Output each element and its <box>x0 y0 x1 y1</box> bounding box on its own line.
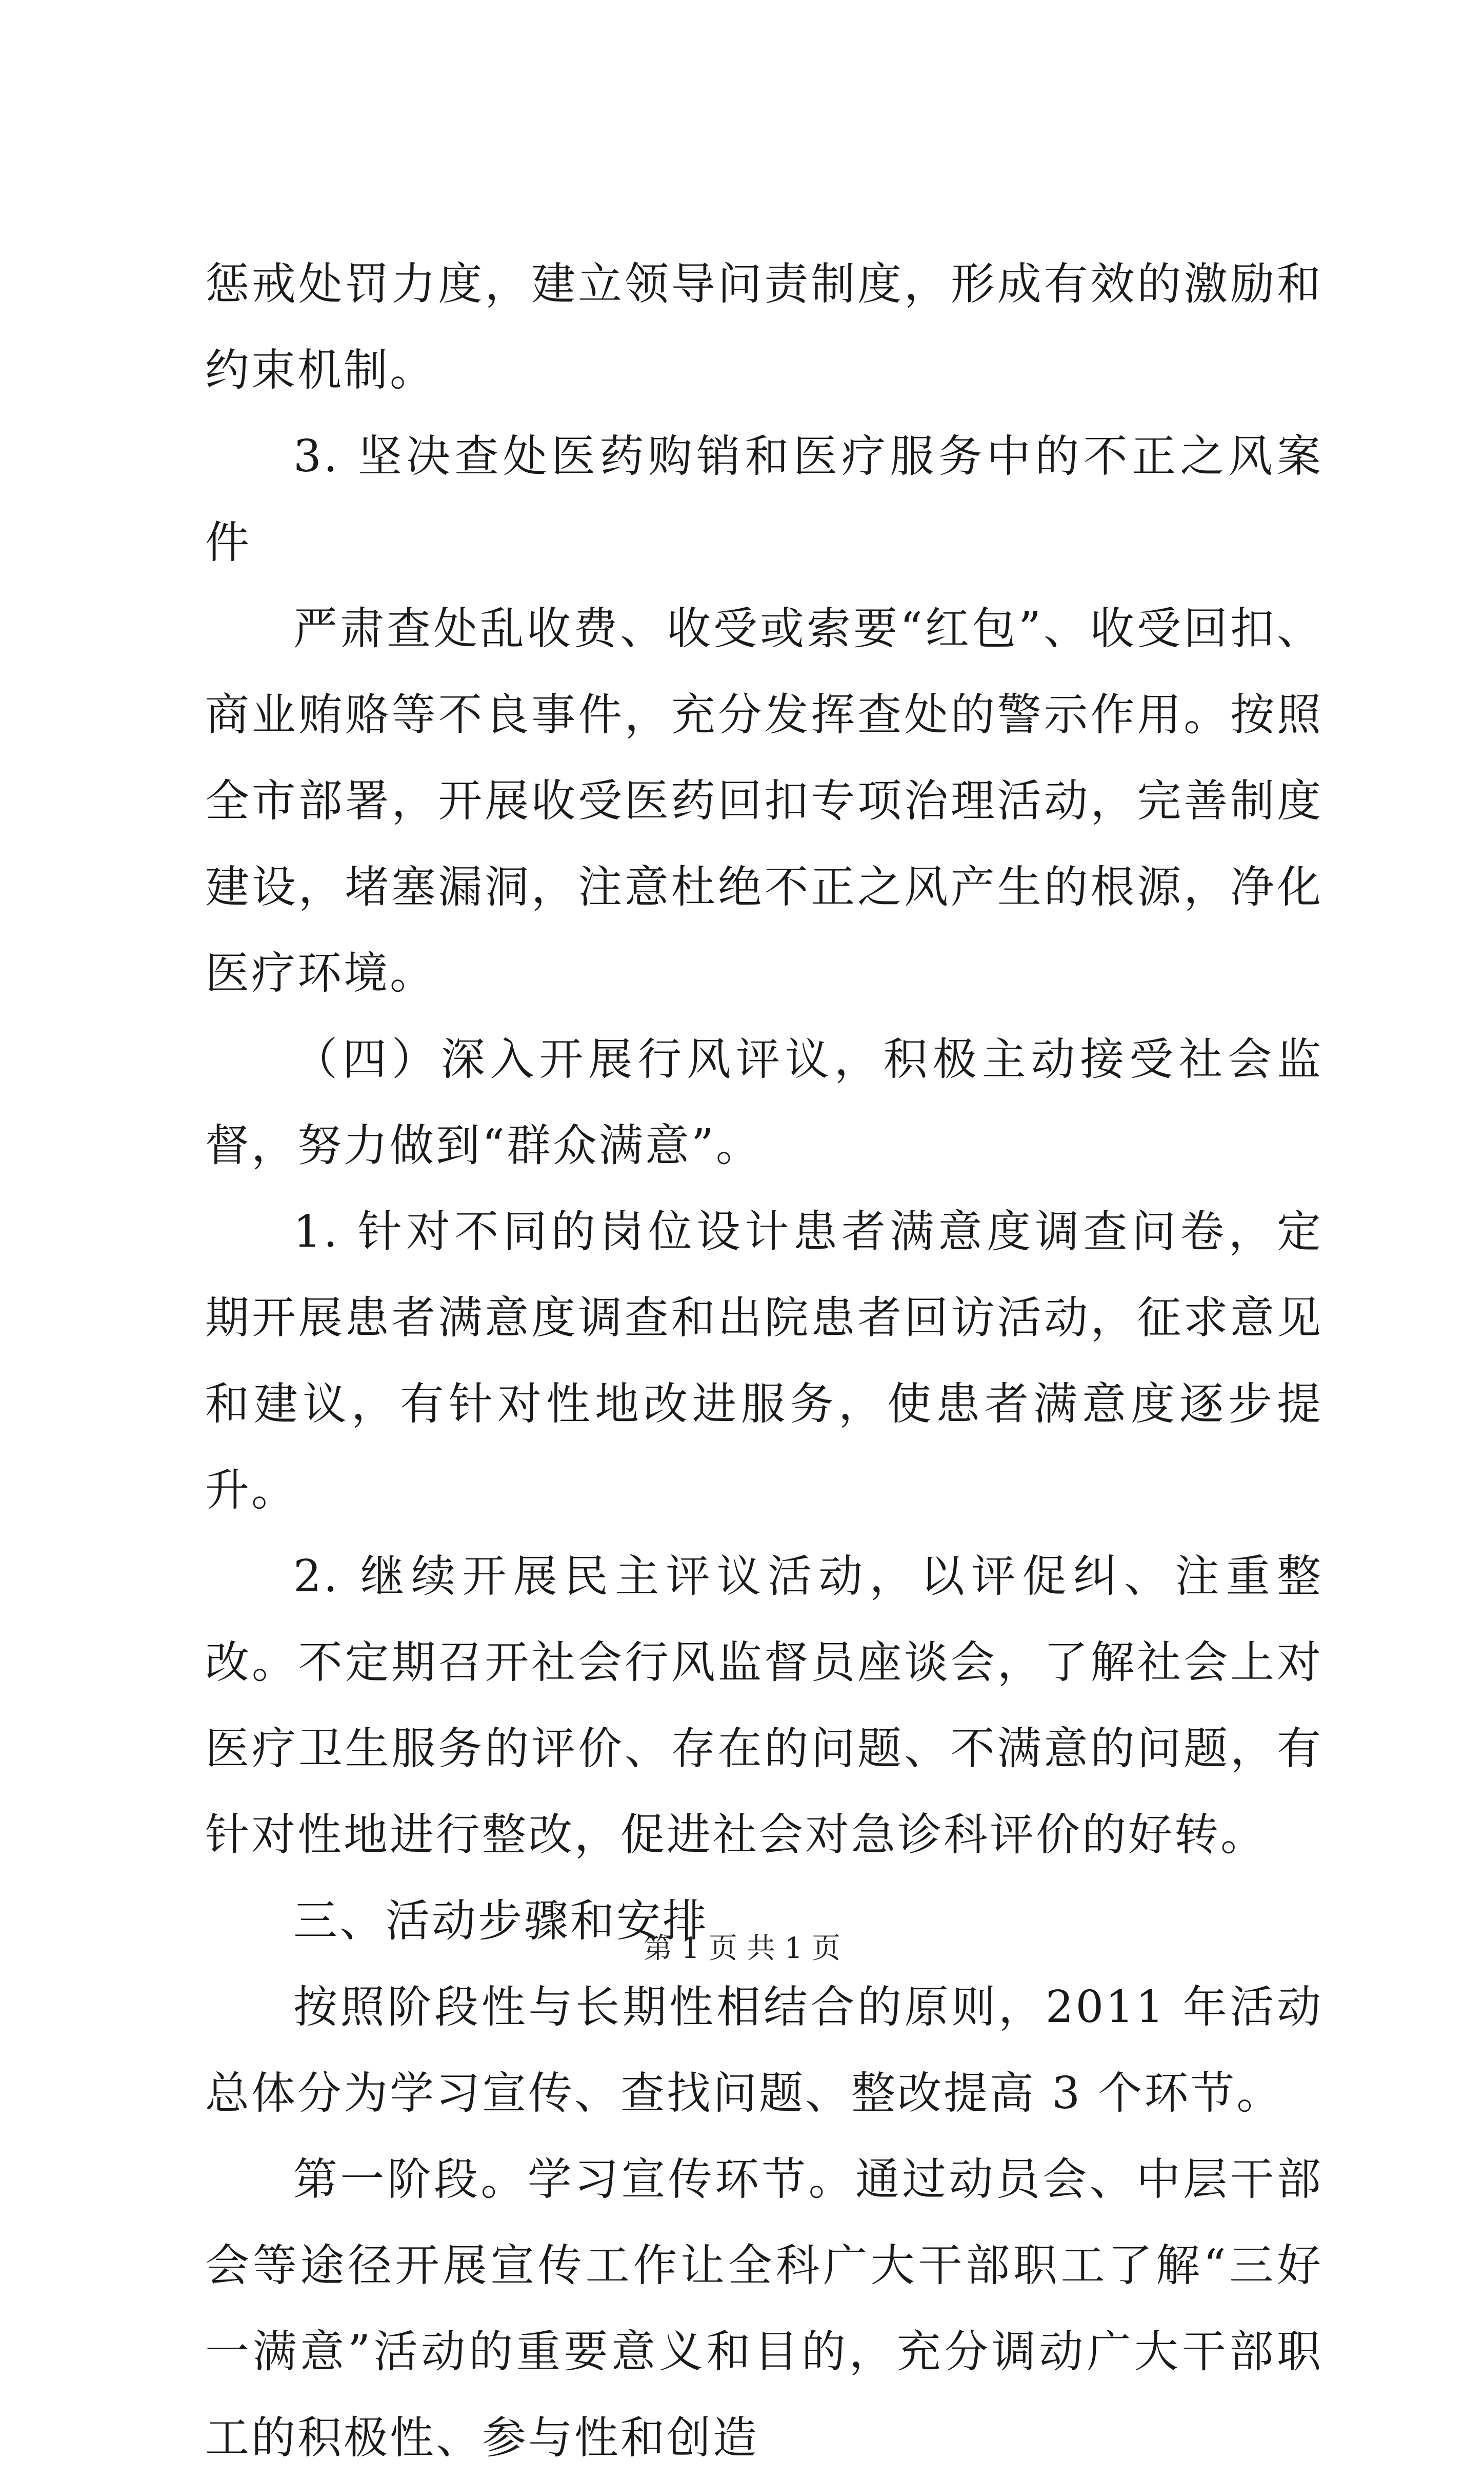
paragraph-continuation: 惩戒处罚力度，建立领导问责制度，形成有效的激励和约束机制。 <box>205 258 1323 396</box>
page-footer: 第 1 页 共 1 页 <box>643 1932 841 1965</box>
document-body <box>205 241 1323 2481</box>
section-heading-four: （四）深入开展行风评议，积极主动接受社会监督，努力做到“群众满意”。 <box>205 1034 1323 1171</box>
section-heading-3: 3. 坚决查处医药购销和医疗服务中的不正之风案件 <box>205 431 1323 568</box>
paragraph-stage-one: 第一阶段。学习宣传环节。通过动员会、中层干部会等途径开展宣传工作让全科广大干部职工了解“三好一满意”活动的重要意义和目的，充分调动广大干部职工的积极性、参与性和创造 <box>205 2154 1323 2464</box>
paragraph-principle: 按照阶段性与长期性相结合的原则，2011 年活动总体分为学习宣传、查找问题、整改提高 3 个环节。 <box>205 1982 1323 2119</box>
paragraph-item-2: 2. 继续开展民主评议活动，以评促纠、注重整改。不定期召开社会行风监督员座谈会，了解社会上对医疗卫生服务的评价、存在的问题、不满意的问题，有针对性地进行整改，促进社会对急诊科评价的好转。 <box>205 1551 1323 1860</box>
paragraph-item-1: 1. 针对不同的岗位设计患者满意度调查问卷，定期开展患者满意度调查和出院患者回访活动，征求意见和建议，有针对性地改进服务，使患者满意度逐步提升。 <box>205 1206 1323 1516</box>
paragraph-investigation: 严肃查处乱收费、收受或索要“红包”、收受回扣、商业贿赂等不良事件，充分发挥查处的警示作用。按照全市部署，开展收受医药回扣专项治理活动，完善制度建设，堵塞漏洞，注意杜绝不正之风产生的根源，净化医疗环境。 <box>205 603 1323 999</box>
section-heading-steps: 三、活动步骤和安排 <box>293 1895 709 1947</box>
